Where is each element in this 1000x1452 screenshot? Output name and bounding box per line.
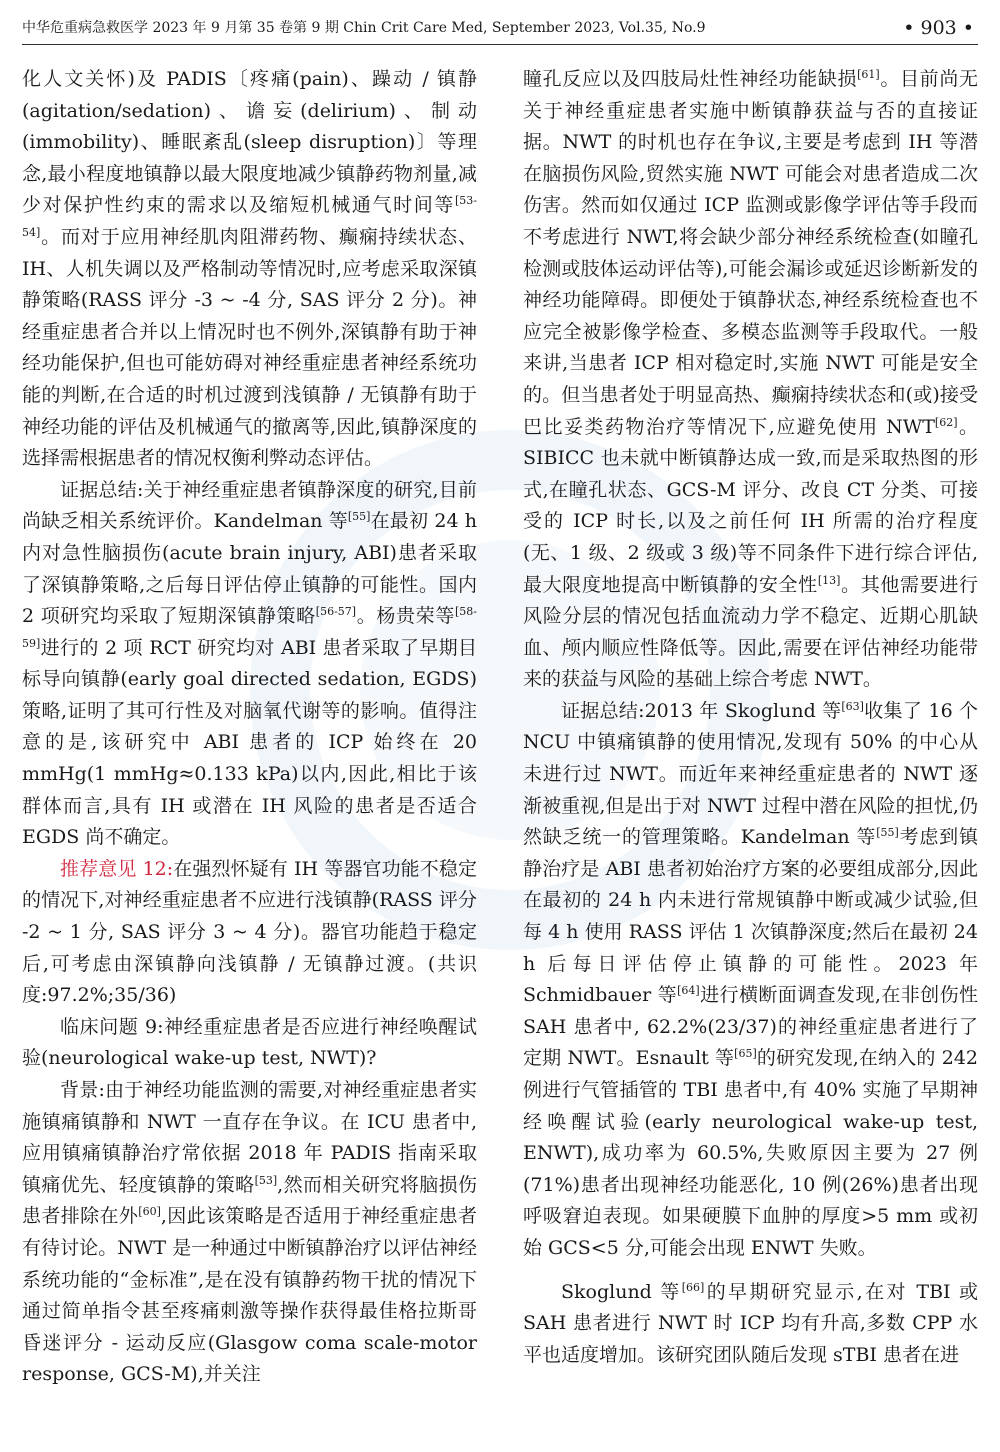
citation: [53-54] bbox=[22, 194, 477, 239]
citation: [53] bbox=[254, 1173, 278, 1187]
paragraph-evidence-summary-nwt: 证据总结:2013 年 Skoglund 等[63]收集了 16 个 NCU 中镇痛镇静的使用情况,发现有 50% 的中心从未进行过 NWT。而近年来神经重症患者的 NWT 逐渐被重视,但是出于对 NWT 过程中潜在风险的担忧,仍然缺乏统一的管理策略。Kandelman 等[55]考虑到镇静治疗是 ABI 患者初始治疗方案的必要组成部分,因此在最初的 24 h 内未进行常规镇静中断或减少试验,但每 4 h 使用 RASS 评估 1 次镇静深度;然后在最初 24 h 后每日评估停止镇静的可能性。2023 年 Schmidbauer 等[64]进行横断面调查发现,在非创伤性 SAH 患者中, 62.2%(23/37)的神经重症患者进行了定期 NWT。Esnault 等[65]的研究发现,在纳入的 242 例进行气管插管的 TBI 患者中,有 40% 实施了早期神经唤醒试验(early neurological wake-up test, ENWT),成功率为 60.5%,失败原因主要为 27 例(71%)患者出现神经功能恶化, 10 例(26%)患者出现呼吸窘迫表现。如果硬膜下血肿的厚度>5 mm 或初始 GCS<5 分,可能会出现 ENWT 失败。 bbox=[523, 699, 978, 1259]
citation: [64] bbox=[677, 984, 700, 998]
running-header bbox=[22, 14, 978, 45]
citation: [61] bbox=[857, 68, 880, 81]
citation: [63] bbox=[841, 699, 864, 713]
paragraph-evidence-summary-depth: 证据总结:关于神经重症患者镇静深度的研究,目前尚缺乏相关系统评价。Kandelman 等[55]在最初 24 h 内对急性脑损伤(acute brain injury, ABI)患者采取了深镇静策略,之后每日评估停止镇静的可能性。国内 2 项研究均采取了短期深镇静策略[56-57]。杨贵荣等[58-59]进行的 2 项 RCT 研究均对 ABI 患者采取了早期目标导向镇静(early goal directed sedation, EGDS)策略,证明了其可行性及对脑氧代谢等的影响。值得注意的是,该研究中 ABI 患者的 ICP 始终在 20 mmHg(1 mmHg≈0.133 kPa)以内,因此,相比于该群体而言,具有 IH 或潜在 IH 风险的患者是否适合 EGDS 尚不确定。 bbox=[22, 478, 477, 849]
citation: [56-57] bbox=[315, 605, 357, 619]
page-number: • 903 • bbox=[903, 17, 974, 39]
citation: [55] bbox=[347, 510, 371, 524]
journal-citation: 中华危重病急救医学 2023 年 9 月第 35 卷第 9 期 Chin Crit Care Med, September 2023, Vol.35, No.9 bbox=[22, 20, 706, 36]
citation: [13] bbox=[817, 573, 841, 587]
publisher-watermark-logo bbox=[0, 1426, 340, 1452]
clinical-question-9: 临床问题 9:神经重症患者是否应进行神经唤醒试验(neurological wake-up test, NWT)? bbox=[22, 1015, 477, 1070]
right-column bbox=[523, 64, 978, 1434]
citation: [58-59] bbox=[22, 605, 477, 650]
citation: [62] bbox=[934, 415, 958, 429]
citation: [65] bbox=[734, 1047, 757, 1061]
citation: [60] bbox=[138, 1205, 161, 1219]
paragraph-background-nwt: 背景:由于神经功能监测的需要,对神经重症患者实施镇痛镇静和 NWT 一直存在争议。在 ICU 患者中,应用镇痛镇静治疗常依据 2018 年 PADIS 指南采取镇痛优先、轻度镇静的策略[53],然而相关研究将脑损伤患者排除在外[60],因此该策略是否适用于神经重症患者有待讨论。NWT 是一种通过中断镇静治疗以评估神经系统功能的“金标准”,是在没有镇静药物干扰的情况下通过简单指令甚至疼痛刺激等操作获得最佳格拉斯哥昏迷评分 - 运动反应(Glasgow coma scale-motor response, GCS-M),并关注 bbox=[22, 1079, 477, 1386]
recommendation-12: 推荐意见 12:在强烈怀疑有 IH 等器官功能不稳定的情况下,对神经重症患者不应进行浅镇静(RASS 评分 -2 ~ 1 分, SAS 评分 3 ~ 4 分)。器官功能趋于稳定后,可考虑由深镇静向浅镇静 / 无镇静过渡。(共识度:97.2%;35/36) bbox=[22, 857, 477, 1007]
paragraph-skoglund-icp: Skoglund 等[66]的早期研究显示,在对 TBI 或 SAH 患者进行 NWT 时 ICP 均有升高,多数 CPP 水平也适度增加。该研究团队随后发现 sTBI 患者在进 bbox=[523, 1280, 978, 1366]
left-column bbox=[22, 64, 477, 1434]
citation: [66] bbox=[681, 1280, 705, 1294]
paragraph-nwt-timing: 瞳孔反应以及四肢局灶性神经功能缺损[61]。目前尚无关于神经重症患者实施中断镇静获益与否的直接证据。NWT 的时机也存在争议,主要是考虑到 IH 等潜在脑损伤风险,贸然实施 NWT 可能会对患者造成二次伤害。然而如仅通过 ICP 监测或影像学评估等手段而不考虑进行 NWT,将会缺少部分神经系统检查(如瞳孔检测或肢体运动评估等),可能会漏诊或延迟诊断新发的神经功能障碍。即便处于镇静状态,神经系统检查也不应完全被影像学检查、多模态监测等手段取代。一般来讲,当患者 ICP 相对稳定时,实施 NWT 可能是安全的。但当患者处于明显高热、癫痫持续状态和(或)接受巴比妥类药物治疗等情况下,应避免使用 NWT[62]。SIBICC 也未就中断镇静达成一致,而是采取热图的形式,在瞳孔状态、GCS-M 评分、改良 CT 分类、可接受的 ICP 时长,以及之前任何 IH 所需的治疗程度(无、1 级、2 级或 3 级)等不同条件下进行综合评估,最大限度地提高中断镇静的安全性[13]。其他需要进行风险分层的情况包括血流动力学不稳定、近期心肌缺血、颅内顺应性降低等。因此,需要在评估神经功能带来的获益与风险的基础上综合考虑 NWT。 bbox=[523, 68, 978, 691]
paragraph-sedation-concept: 化人文关怀)及 PADIS〔疼痛(pain)、躁动 / 镇静(agitation/sedation)、谵妄(delirium)、制动(immobility)、睡眠紊乱(sleep disruption)〕等理念,最小程度地镇静以最大限度地减少镇静药物剂量,减少对保护性约束的需求以及缩短机械通气时间等[53-54]。而对于应用神经肌肉阻滞药物、癫痫持续状态、IH、人机失调以及严格制动等情况时,应考虑采取深镇静策略(RASS 评分 -3 ~ -4 分, SAS 评分 2 分)。神经重症患者合并以上情况时也不例外,深镇静有助于神经功能保护,但也可能妨碍对神经重症患者神经系统功能的判断,在合适的时机过渡到浅镇静 / 无镇静有助于神经功能的评估及机械通气的撤离等,因此,镇静深度的选择需根据患者的情况权衡利弊动态评估。 bbox=[22, 68, 477, 470]
recommendation-label: 推荐意见 12: bbox=[60, 857, 174, 880]
citation: [55] bbox=[876, 826, 899, 840]
